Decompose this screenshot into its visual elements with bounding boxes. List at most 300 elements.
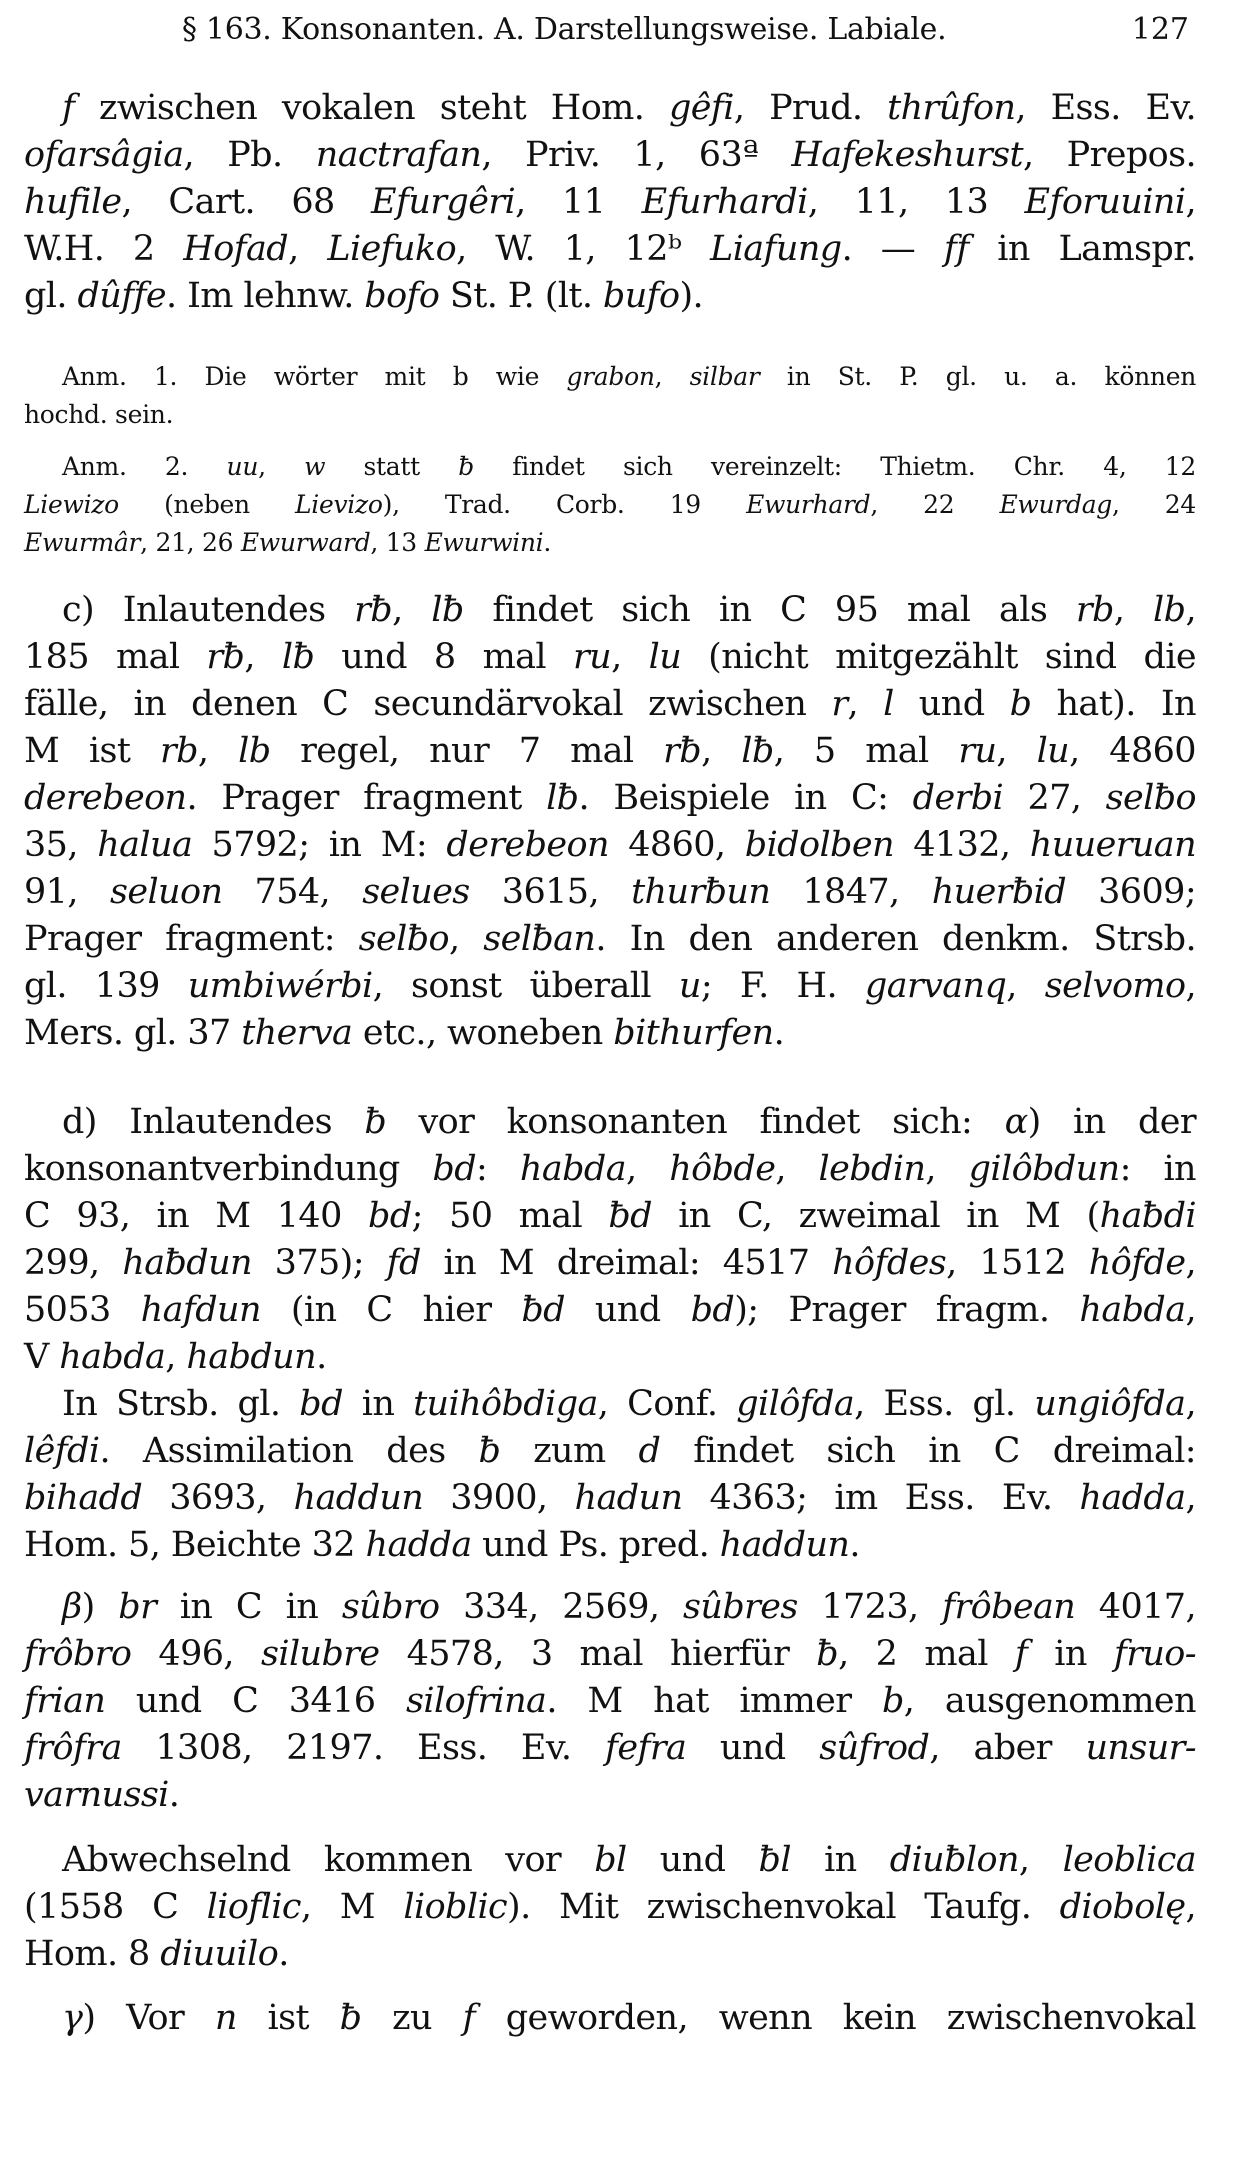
text-run: und <box>686 1728 820 1768</box>
italic-term: hôfde <box>1088 1243 1186 1283</box>
italic-term: bihadd <box>24 1478 143 1518</box>
note-line <box>24 528 1196 557</box>
text-run: ist <box>236 1998 340 2038</box>
italic-term: Ewurwini <box>424 528 544 557</box>
italic-term: nactrafan <box>315 135 482 175</box>
italic-term: hadda <box>1079 1478 1186 1518</box>
text-run: und C 3416 <box>105 1681 407 1721</box>
text-line <box>24 1290 1196 1330</box>
text-run: , <box>392 590 432 630</box>
italic-term: lƀ <box>281 637 315 677</box>
text-run: 1723, <box>797 1587 943 1627</box>
italic-term: derbi <box>912 778 1004 818</box>
italic-term: fruo- <box>1113 1634 1196 1674</box>
text-run: . Beispiele in C: <box>578 778 913 818</box>
italic-term: frian <box>24 1681 106 1721</box>
text-run: , aber <box>929 1728 1086 1768</box>
note-line <box>62 362 1196 391</box>
text-run: fälle, in denen C secundärvokal zwischen <box>24 684 832 724</box>
italic-term: lebdin <box>818 1149 926 1189</box>
text-line <box>24 1243 1196 1283</box>
text-run: c) Inlautendes <box>62 590 355 630</box>
italic-term: ƀ <box>458 452 474 481</box>
text-run: : <box>476 1149 520 1189</box>
text-run: , <box>1185 1243 1196 1283</box>
italic-term: varnussi <box>24 1775 169 1815</box>
text-run: in C in <box>156 1587 342 1627</box>
text-line <box>24 825 1196 865</box>
text-run: . <box>316 1337 327 1377</box>
italic-term: uu <box>226 452 259 481</box>
text-run: , M <box>300 1887 404 1927</box>
italic-term: bithurfen <box>613 1013 774 1053</box>
italic-term: leoblica <box>1062 1840 1197 1880</box>
text-line <box>62 1998 1196 2038</box>
text-run: , <box>626 1149 670 1189</box>
text-run: 27, <box>1003 778 1106 818</box>
text-run: statt <box>325 452 459 481</box>
italic-term: rb <box>159 731 198 771</box>
text-run: , sonst überall <box>372 966 679 1006</box>
text-run: in St. P. gl. u. a. können <box>759 362 1197 391</box>
text-run: findet sich in C dreimal: <box>660 1431 1197 1471</box>
italic-term: fefra <box>605 1728 687 1768</box>
italic-term: rb <box>1075 590 1114 630</box>
text-run: in Lamspr. <box>968 229 1197 269</box>
italic-term: frôfra <box>24 1728 122 1768</box>
text-run: , <box>1185 966 1197 1006</box>
text-line <box>24 182 1196 222</box>
italic-term: lioblic <box>403 1887 508 1927</box>
italic-term: d <box>638 1431 661 1471</box>
italic-term: diuuilo <box>160 1934 279 1974</box>
italic-term: gilôbdun <box>968 1149 1120 1189</box>
note-line <box>24 490 1196 519</box>
italic-term: diuƀlon <box>889 1840 1019 1880</box>
text-run: . — <box>841 229 944 269</box>
italic-term: therva <box>241 1013 353 1053</box>
italic-term: sûfrod <box>819 1728 930 1768</box>
text-run: , Pb. <box>183 135 316 175</box>
text-run: , 4860 <box>1069 731 1196 771</box>
text-line <box>24 229 1196 269</box>
text-line <box>62 590 1196 630</box>
text-run: , <box>701 731 742 771</box>
italic-term: derebeon <box>446 825 609 865</box>
text-run: , Ess. gl. <box>854 1384 1035 1424</box>
text-run: , Conf. <box>597 1384 737 1424</box>
text-run: . <box>773 1013 785 1053</box>
italic-term: Lievizo <box>294 490 383 519</box>
italic-term: lu <box>648 637 682 677</box>
text-run: , <box>611 637 649 677</box>
text-run: gl. 139 <box>24 966 188 1006</box>
text-run: , <box>775 1149 819 1189</box>
italic-term: selƀo <box>1105 778 1196 818</box>
italic-term: umbiwérbi <box>187 966 373 1006</box>
italic-term: sûbro <box>341 1587 440 1627</box>
italic-term: lƀ <box>546 778 579 818</box>
text-run: . In den anderen denkm. Strsb. <box>595 919 1196 959</box>
text-run: in M dreimal: 4517 <box>420 1243 833 1283</box>
text-line <box>24 1149 1196 1189</box>
text-run: 4017, <box>1075 1587 1196 1627</box>
text-line <box>62 1384 1196 1424</box>
italic-term: rƀ <box>354 590 393 630</box>
italic-term: Efurhardi <box>641 182 808 222</box>
text-run: etc., woneben <box>352 1013 614 1053</box>
italic-term: w <box>304 452 326 481</box>
text-run: , <box>197 731 239 771</box>
text-run: 375); <box>251 1243 387 1283</box>
italic-term: ƀ <box>478 1431 501 1471</box>
italic-term: fd <box>386 1243 421 1283</box>
text-run: ) Vor <box>82 1998 215 2038</box>
text-run: 299, <box>24 1243 123 1283</box>
italic-term: hadda <box>365 1525 472 1565</box>
text-run: geworden, wenn kein zwischenvokal <box>475 1998 1196 2038</box>
text-run: in <box>1027 1634 1114 1674</box>
italic-term: bufo <box>602 276 680 316</box>
text-run: (nicht mitgezählt sind die <box>681 637 1196 677</box>
text-run: , <box>925 1149 969 1189</box>
text-line <box>24 872 1196 912</box>
text-run: C 93, in M 140 <box>24 1196 369 1236</box>
italic-term: lêfdi <box>24 1431 100 1471</box>
text-run: . Assimilation des <box>99 1431 479 1471</box>
italic-term: silubre <box>261 1634 380 1674</box>
text-run: , <box>1018 1840 1063 1880</box>
text-run: Prager fragment: <box>24 919 359 959</box>
italic-term: ƀd <box>608 1196 652 1236</box>
italic-term: bidolben <box>744 825 894 865</box>
text-run: 754, <box>222 872 363 912</box>
italic-term: huerƀid <box>931 872 1067 912</box>
italic-term: halua <box>97 825 193 865</box>
text-run: , <box>258 452 305 481</box>
italic-term: bd <box>690 1290 735 1330</box>
text-run: hat). In <box>1031 684 1196 724</box>
text-run: ). <box>679 276 704 316</box>
text-run: 91, <box>24 872 110 912</box>
text-run: 496, <box>131 1634 261 1674</box>
italic-term: br <box>118 1587 157 1627</box>
italic-term: ƀ <box>364 1102 387 1142</box>
text-run: : in <box>1119 1149 1196 1189</box>
italic-term: seluon <box>109 872 223 912</box>
text-run: 1847, <box>770 872 932 912</box>
italic-term: lƀ <box>431 590 464 630</box>
italic-term: b <box>881 1681 904 1721</box>
text-run: 35, <box>24 825 98 865</box>
italic-term: silofrina <box>406 1681 547 1721</box>
text-run: , <box>654 362 690 391</box>
italic-term: f <box>62 88 75 128</box>
italic-term: Liefuko <box>327 229 457 269</box>
text-run: , 5 mal <box>773 731 959 771</box>
note-line <box>24 400 1196 429</box>
italic-term: lb <box>1153 590 1186 630</box>
text-run: , 2 mal <box>838 1634 1015 1674</box>
italic-term: selƀo <box>358 919 450 959</box>
italic-term: ƀ <box>339 1998 362 2038</box>
text-run: 4132, <box>893 825 1030 865</box>
text-line <box>24 1337 1196 1377</box>
text-run: findet sich vereinzelt: Thietm. Chr. 4, 12 <box>473 452 1197 481</box>
italic-term: lu <box>1036 731 1070 771</box>
text-run: , <box>1185 1887 1196 1927</box>
text-run: 3609; <box>1066 872 1197 912</box>
text-run: . Im lehnw. <box>166 276 365 316</box>
text-run: in <box>790 1840 890 1880</box>
text-run: . <box>278 1934 289 1974</box>
text-run: Hom. 5, Beichte 32 <box>24 1525 366 1565</box>
italic-term: huueruan <box>1029 825 1197 865</box>
text-line <box>24 1887 1196 1927</box>
text-run: und <box>626 1840 759 1880</box>
text-run: , <box>1113 590 1154 630</box>
italic-term: silbar <box>689 362 760 391</box>
text-run: konsonantverbindung <box>24 1149 433 1189</box>
italic-term: Ewurhard <box>746 490 871 519</box>
italic-term: derebeon <box>24 778 187 818</box>
italic-term: Eforuuini <box>1024 182 1186 222</box>
italic-term: Efurgêri <box>371 182 516 222</box>
text-run: In Strsb. gl. <box>62 1384 300 1424</box>
text-run: , Prepos. <box>1022 135 1196 175</box>
text-run: 4578, 3 mal hierfür <box>379 1634 817 1674</box>
italic-term: habdun <box>186 1337 317 1377</box>
text-run: und <box>564 1290 691 1330</box>
text-run: , 13 <box>370 528 425 557</box>
italic-term: Liafung <box>710 229 842 269</box>
text-line <box>24 1196 1196 1236</box>
text-line <box>24 135 1196 175</box>
text-run: , <box>1185 182 1196 222</box>
italic-term: rƀ <box>663 731 702 771</box>
italic-term: tuihôbdiga <box>413 1384 598 1424</box>
italic-term: hôbde <box>669 1149 776 1189</box>
italic-term: Hafekeshurst <box>791 135 1023 175</box>
text-run: , <box>1006 966 1045 1006</box>
text-run: , <box>449 919 484 959</box>
text-run: zu <box>361 1998 463 2038</box>
text-line <box>24 1525 1196 1565</box>
italic-term: Hofad <box>183 229 289 269</box>
text-run: zum <box>500 1431 639 1471</box>
text-run: , 11, 13 <box>807 182 1025 222</box>
text-run: , W. 1, 12ᵇ <box>456 229 711 269</box>
italic-term: thurƀun <box>631 872 771 912</box>
text-run: ) <box>81 1587 119 1627</box>
section-title: § 163. Konsonanten. A. Darstellungsweise. Labiale. <box>182 12 947 47</box>
text-line <box>24 1681 1196 1721</box>
text-run: , 24 <box>1112 490 1197 519</box>
text-line <box>24 1634 1196 1674</box>
italic-term: selƀan <box>483 919 596 959</box>
italic-term: thrûfon <box>887 88 1016 128</box>
italic-term: garvanq <box>864 966 1007 1006</box>
text-line <box>24 684 1196 724</box>
italic-term: Liewizo <box>24 490 119 519</box>
text-run: hochd. sein. <box>24 400 174 429</box>
italic-term: γ <box>62 1998 83 2038</box>
italic-term: sûbres <box>683 1587 798 1627</box>
italic-term: ƀd <box>521 1290 565 1330</box>
text-run: ), Trad. Corb. 19 <box>382 490 747 519</box>
text-run: , <box>1185 590 1196 630</box>
text-run: 3693, <box>142 1478 294 1518</box>
italic-term: ofarsâgia <box>24 135 184 175</box>
italic-term: habda <box>519 1149 626 1189</box>
italic-term: α <box>1004 1102 1028 1142</box>
italic-term: l <box>883 684 894 724</box>
text-run: findet sich in C 95 mal als <box>463 590 1076 630</box>
text-run: und <box>893 684 1010 724</box>
italic-term: habda <box>59 1337 166 1377</box>
italic-term: habda <box>1079 1290 1186 1330</box>
text-run: , <box>1185 1290 1197 1330</box>
text-run: , Ess. Ev. <box>1015 88 1196 128</box>
italic-term: hôfdes <box>832 1243 947 1283</box>
text-run: , Cart. 68 <box>121 182 372 222</box>
italic-term: lƀ <box>741 731 774 771</box>
text-run: ; 50 mal <box>411 1196 609 1236</box>
italic-term: haƀdi <box>1099 1196 1196 1236</box>
text-run: , <box>1185 1384 1196 1424</box>
text-run: d) Inlautendes <box>62 1102 365 1142</box>
italic-term: diobolę <box>1059 1887 1186 1927</box>
text-run: Mers. gl. 37 <box>24 1013 242 1053</box>
italic-term: gêfi <box>669 88 734 128</box>
italic-term: n <box>214 1998 237 2038</box>
text-line <box>24 1934 1196 1974</box>
text-line <box>24 637 1196 677</box>
text-run: (in C hier <box>260 1290 522 1330</box>
italic-term: frôbean <box>942 1587 1076 1627</box>
italic-term: hufile <box>24 182 122 222</box>
text-run: , 21, 26 <box>140 528 241 557</box>
italic-term: ru <box>958 731 997 771</box>
text-run: 185 mal <box>24 637 207 677</box>
text-run: 4363; im Ess. Ev. <box>682 1478 1080 1518</box>
text-run: , ausgenommen <box>903 1681 1196 1721</box>
text-run: ; F. H. <box>700 966 865 1006</box>
text-run: ) in der <box>1027 1102 1196 1142</box>
text-run: und 8 mal <box>314 637 574 677</box>
text-line <box>24 1478 1196 1518</box>
text-line <box>24 1013 1196 1053</box>
text-run: gl. <box>24 276 78 316</box>
text-run: , <box>1185 1478 1197 1518</box>
text-line <box>62 1102 1196 1142</box>
text-run: . M hat immer <box>546 1681 882 1721</box>
text-run: , <box>996 731 1037 771</box>
italic-term: haƀdun <box>122 1243 252 1283</box>
italic-term: bd <box>299 1384 343 1424</box>
text-run: W.H. 2 <box>24 229 184 269</box>
text-line <box>62 1840 1196 1880</box>
italic-term: β <box>62 1587 82 1627</box>
text-run: 3900, <box>423 1478 575 1518</box>
text-line <box>24 966 1196 1006</box>
text-run: . <box>168 1775 180 1815</box>
text-run: . <box>543 528 552 557</box>
text-run: . <box>849 1525 860 1565</box>
italic-term: u <box>678 966 701 1006</box>
italic-term: haddun <box>293 1478 424 1518</box>
text-run: Abwechselnd kommen vor <box>62 1840 595 1880</box>
text-run: zwischen vokalen steht Hom. <box>74 88 669 128</box>
text-line <box>24 919 1196 959</box>
text-run: Anm. 1. Die wörter mit b wie <box>62 362 567 391</box>
text-run: in <box>342 1384 414 1424</box>
italic-term: grabon <box>566 362 655 391</box>
italic-term: haddun <box>719 1525 850 1565</box>
italic-term: selues <box>362 872 470 912</box>
text-run: , Priv. 1, 63ª <box>481 135 792 175</box>
text-run: und Ps. pred. <box>471 1525 720 1565</box>
italic-term: unsur- <box>1085 1728 1196 1768</box>
italic-term: Ewurward <box>240 528 371 557</box>
italic-term: r <box>831 684 848 724</box>
text-run: , 1512 <box>946 1243 1089 1283</box>
italic-term: Ewurmâr <box>24 528 141 557</box>
text-run: in C, zweimal in M ( <box>651 1196 1100 1236</box>
italic-term: hadun <box>574 1478 683 1518</box>
text-run: , Prud. <box>733 88 888 128</box>
text-run: ). Mit zwischenvokal Taufg. <box>507 1887 1060 1927</box>
text-line <box>62 88 1196 128</box>
note-line <box>62 452 1196 481</box>
italic-term: b <box>1009 684 1032 724</box>
italic-term: frôbro <box>24 1634 132 1674</box>
text-run: , 22 <box>870 490 1000 519</box>
text-run: 3615, <box>469 872 632 912</box>
text-run: , <box>244 637 282 677</box>
text-line <box>24 1775 1196 1815</box>
italic-term: dûffe <box>77 276 167 316</box>
italic-term: f <box>462 1998 476 2038</box>
text-run: . Prager fragment <box>186 778 547 818</box>
italic-term: lioflic <box>206 1887 301 1927</box>
text-run: , 11 <box>515 182 642 222</box>
text-run: M ist <box>24 731 160 771</box>
text-run: St. P. (lt. <box>439 276 603 316</box>
text-run: , <box>847 684 884 724</box>
text-run: ); Prager fragm. <box>734 1290 1080 1330</box>
text-run: V <box>24 1337 60 1377</box>
italic-term: bl <box>594 1840 627 1880</box>
italic-term: ru <box>573 637 612 677</box>
text-line <box>24 276 1196 316</box>
italic-term: bofo <box>364 276 440 316</box>
italic-term: ungiôfda <box>1034 1384 1186 1424</box>
text-line <box>24 778 1196 818</box>
text-run: , <box>165 1337 187 1377</box>
text-line <box>24 1431 1196 1471</box>
italic-term: Ewurdag <box>999 490 1112 519</box>
text-run: vor konsonanten findet sich: <box>386 1102 1005 1142</box>
italic-term: ƀl <box>758 1840 791 1880</box>
italic-term: bd <box>368 1196 412 1236</box>
text-run: 334, 2569, <box>439 1587 684 1627</box>
text-run: 5053 <box>24 1290 141 1330</box>
italic-term: ff <box>943 229 969 269</box>
text-run: Hom. 8 <box>24 1934 161 1974</box>
text-line <box>24 1728 1196 1768</box>
text-line <box>62 1587 1196 1627</box>
